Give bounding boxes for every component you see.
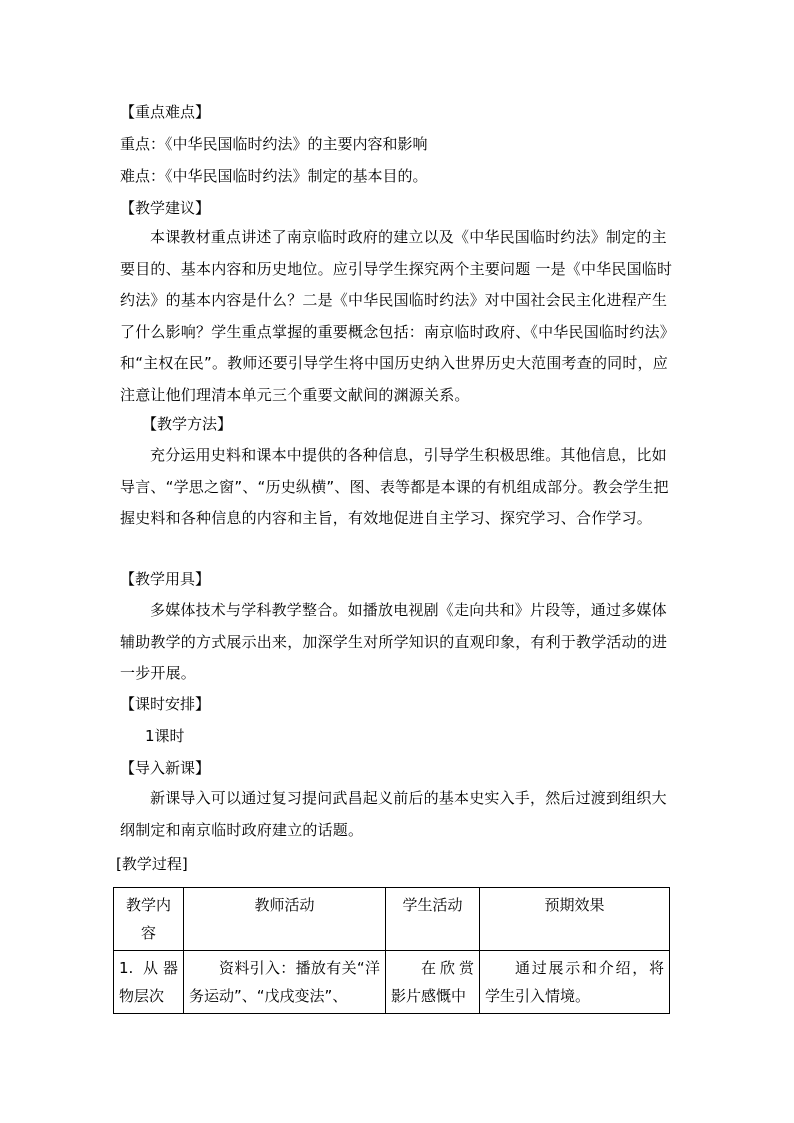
- intro-heading: 【导入新课】: [120, 759, 211, 777]
- table-cell: 1. 从器物层次: [114, 951, 184, 1014]
- intro-paragraph: 新课导入可以通过复习提问武昌起义前后的基本史实入手，然后过渡到组织大纲制定和南京临时政府建立的话题。: [120, 789, 667, 839]
- table-cell: 通过展示和介绍，将学生引入情境。: [480, 951, 670, 1014]
- key-points-heading: 【重点难点】: [120, 103, 211, 121]
- column-header: 教师活动: [184, 888, 386, 951]
- column-header: 预期效果: [480, 888, 670, 951]
- teaching-tools-paragraph: 多媒体技术与学科教学整合。如播放电视剧《走向共和》片段等，通过多媒体辅助教学的方式展示出来，加深学生对所学知识的直观印象，有利于教学活动的进一步开展。: [120, 601, 668, 682]
- teaching-tools-heading: 【教学用具】: [120, 570, 211, 588]
- table-header-row: [114, 888, 670, 951]
- process-heading: [教学过程]: [116, 855, 188, 873]
- schedule-heading: 【课时安排】: [120, 695, 211, 713]
- teaching-method-paragraph: 充分运用史料和课本中提供的各种信息，引导学生积极思维。其他信息，比如导言、“学思之窗”、“历史纵横”、图、表等都是本课的有机组成部分。教会学生把握史料和各种信息的内容和主旨，有效地促进自主学习、探究学习、合作学习。: [120, 446, 669, 527]
- table-cell: 在欣赏影片感慨中: [386, 951, 480, 1014]
- teaching-process-table: [113, 887, 670, 1014]
- table-cell: 资料引入：播放有关“洋务运动”、“戊戌变法”、: [184, 951, 386, 1014]
- key-point-text: 重点：《中华民国临时约法》的主要内容和影响: [120, 135, 428, 153]
- column-header: 学生活动: [386, 888, 480, 951]
- schedule-text: 1课时: [145, 727, 185, 745]
- table-row: [114, 951, 670, 1014]
- column-header: 教学内容: [114, 888, 184, 951]
- difficult-point-text: 难点：《中华民国临时约法》制定的基本目的。: [120, 167, 428, 185]
- teaching-advice-heading: 【教学建议】: [120, 199, 211, 217]
- teaching-advice-paragraph: 本课教材重点讲述了南京临时政府的建立以及《中华民国临时约法》制定的主要目的、基本内容和历史地位。应引导学生探究两个主要问题 一是《中华民国临时约法》的基本内容是什么？二是《中华民国临时约法》对中国社会民主化进程产生了什么影响？学生重点掌握的重要概念包括：南京临时政府、《中华民国临时约法》和“主权在民”。教师还要引导学生将中国历史纳入世界历史大范围考查的同时，应注意让他们理清本单元三个重要文献间的渊源关系。: [120, 228, 675, 404]
- teaching-method-heading: 【教学方法】: [142, 415, 233, 433]
